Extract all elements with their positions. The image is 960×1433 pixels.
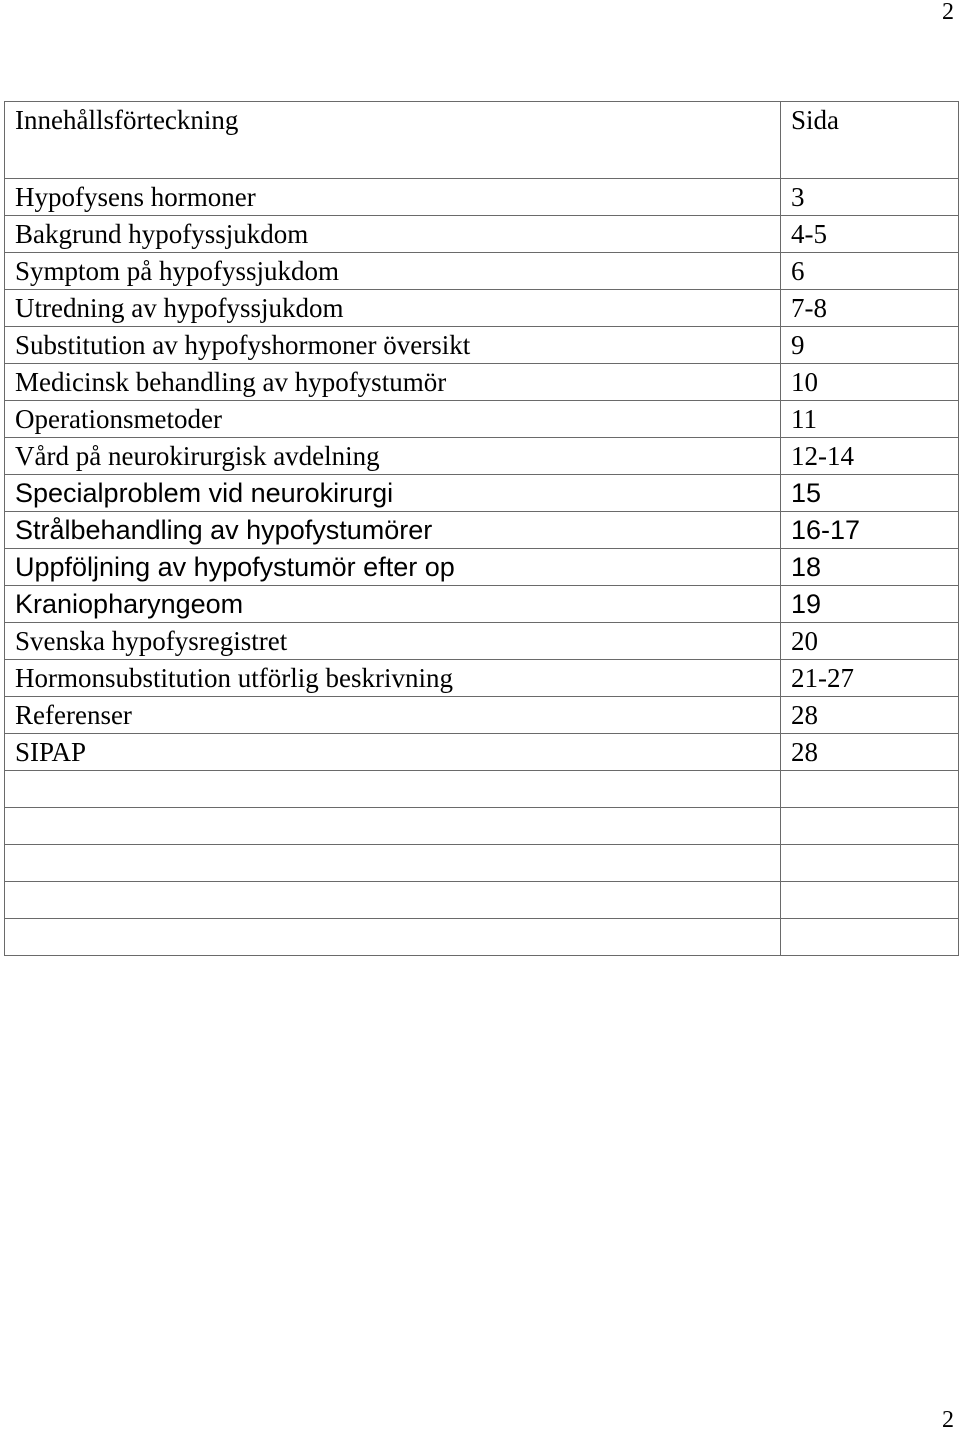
toc-entry-page: 28 xyxy=(781,734,959,771)
toc-entry-page: 10 xyxy=(781,364,959,401)
toc-entry-title: Substitution av hypofyshormoner översikt xyxy=(5,327,781,364)
empty-cell xyxy=(781,882,959,919)
toc-entry-page: 6 xyxy=(781,253,959,290)
toc-entry-page: 15 xyxy=(781,475,959,512)
toc-entry-title: SIPAP xyxy=(5,734,781,771)
table-of-contents xyxy=(4,101,959,956)
toc-entry-page: 20 xyxy=(781,623,959,660)
empty-cell xyxy=(781,771,959,808)
table-row xyxy=(5,179,959,216)
toc-entry-title: Symptom på hypofyssjukdom xyxy=(5,253,781,290)
table-row xyxy=(5,253,959,290)
table-row xyxy=(5,697,959,734)
toc-heading: Innehållsförteckning xyxy=(5,102,781,179)
toc-entry-page: 9 xyxy=(781,327,959,364)
toc-entry-page: 16-17 xyxy=(781,512,959,549)
table-row xyxy=(5,327,959,364)
toc-entry-title: Medicinsk behandling av hypofystumör xyxy=(5,364,781,401)
table-row xyxy=(5,216,959,253)
toc-entry-title: Hormonsubstitution utförlig beskrivning xyxy=(5,660,781,697)
toc-entry-page: 7-8 xyxy=(781,290,959,327)
toc-entry-page: 19 xyxy=(781,586,959,623)
page-number-bottom: 2 xyxy=(942,1407,954,1433)
toc-entry-title: Svenska hypofysregistret xyxy=(5,623,781,660)
table-row xyxy=(5,734,959,771)
toc-entry-title: Referenser xyxy=(5,697,781,734)
toc-entry-title: Utredning av hypofyssjukdom xyxy=(5,290,781,327)
toc-entry-page: 3 xyxy=(781,179,959,216)
empty-cell xyxy=(781,919,959,956)
empty-table-row xyxy=(5,919,959,956)
empty-cell xyxy=(5,845,781,882)
toc-entry-page: 28 xyxy=(781,697,959,734)
toc-entry-page: 4-5 xyxy=(781,216,959,253)
table-row xyxy=(5,660,959,697)
empty-cell xyxy=(5,771,781,808)
empty-cell xyxy=(5,882,781,919)
toc-entry-page: 18 xyxy=(781,549,959,586)
table-row xyxy=(5,438,959,475)
toc-entry-title: Uppföljning av hypofystumör efter op xyxy=(5,549,781,586)
table-row xyxy=(5,475,959,512)
table-row xyxy=(5,512,959,549)
table-row xyxy=(5,586,959,623)
empty-table-row xyxy=(5,771,959,808)
toc-entry-page: 12-14 xyxy=(781,438,959,475)
page-number-top: 2 xyxy=(942,0,954,25)
table-row xyxy=(5,549,959,586)
empty-cell xyxy=(781,845,959,882)
table-row xyxy=(5,290,959,327)
toc-entry-title: Strålbehandling av hypofystumörer xyxy=(5,512,781,549)
toc-page-heading: Sida xyxy=(781,102,959,179)
table-row xyxy=(5,623,959,660)
table-row xyxy=(5,401,959,438)
empty-cell xyxy=(781,808,959,845)
toc-entry-title: Operationsmetoder xyxy=(5,401,781,438)
empty-cell xyxy=(5,919,781,956)
toc-entry-title: Kraniopharyngeom xyxy=(5,586,781,623)
empty-cell xyxy=(5,808,781,845)
toc-entry-page: 21-27 xyxy=(781,660,959,697)
empty-table-row xyxy=(5,882,959,919)
toc-entry-title: Specialproblem vid neurokirurgi xyxy=(5,475,781,512)
toc-header-row xyxy=(5,102,959,179)
toc-entry-title: Hypofysens hormoner xyxy=(5,179,781,216)
toc-entry-title: Vård på neurokirurgisk avdelning xyxy=(5,438,781,475)
toc-entry-page: 11 xyxy=(781,401,959,438)
table-row xyxy=(5,364,959,401)
toc-entry-title: Bakgrund hypofyssjukdom xyxy=(5,216,781,253)
empty-table-row xyxy=(5,845,959,882)
empty-table-row xyxy=(5,808,959,845)
